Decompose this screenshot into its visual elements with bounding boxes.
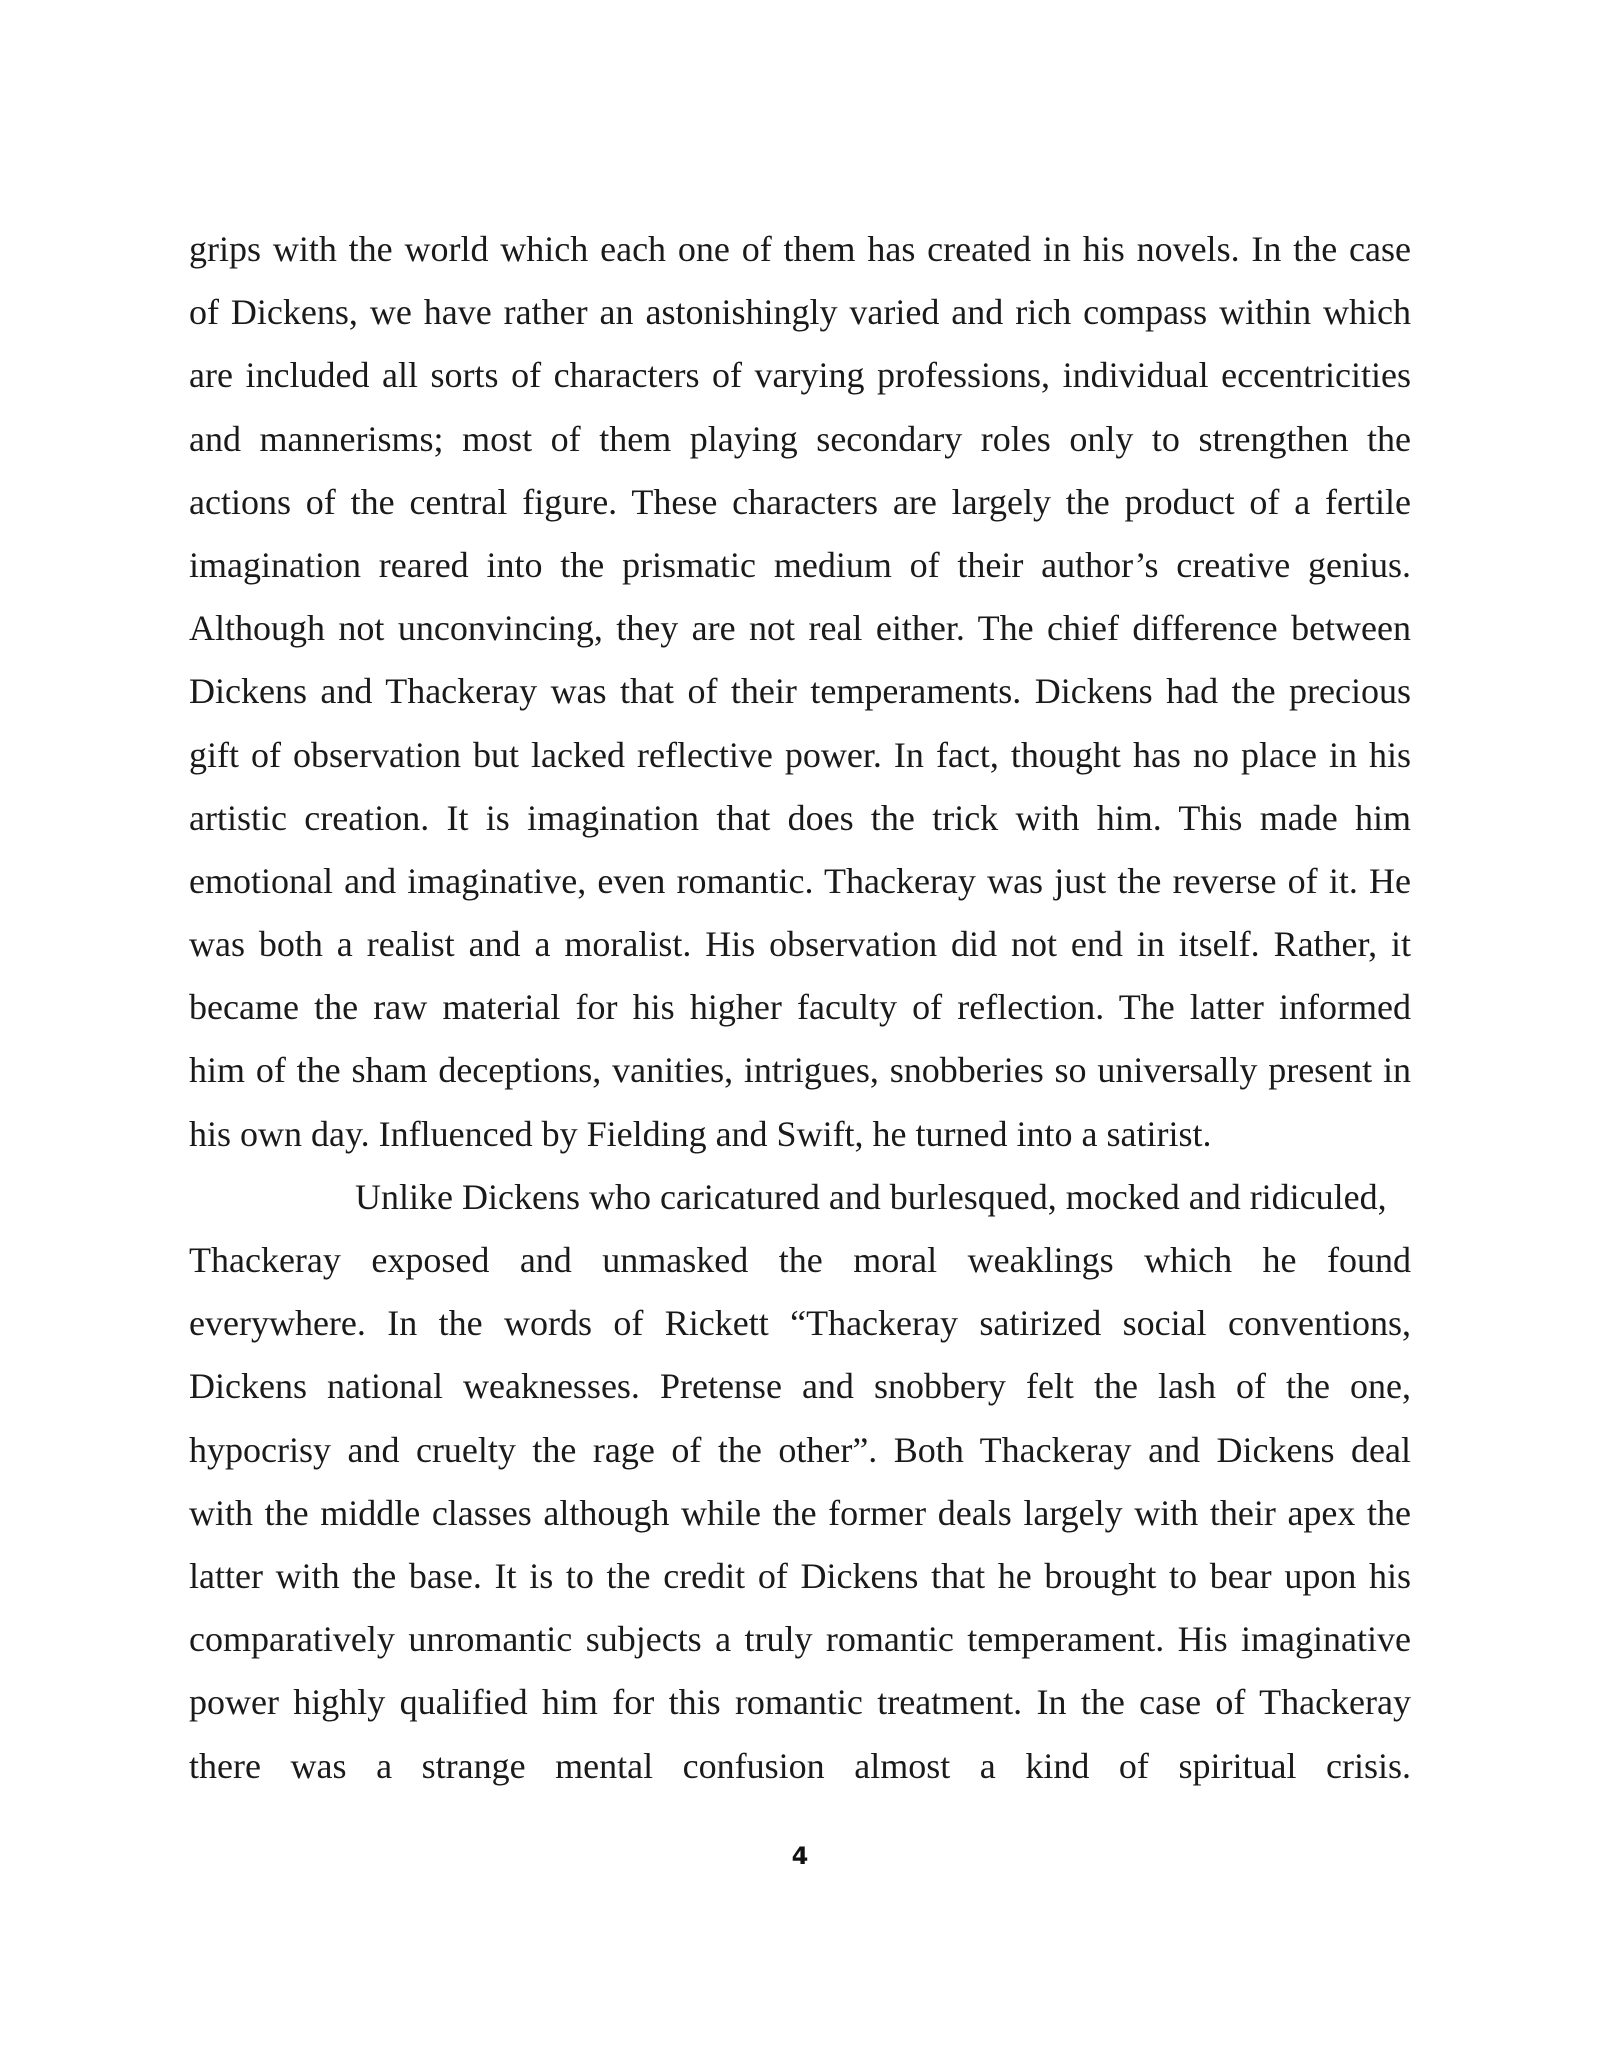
text-line: with the middle classes although while the former deals largely with their apex the [189, 1492, 1411, 1533]
text-line: there was a strange mental confusion almost a kind of spiritual crisis. [189, 1745, 1411, 1786]
text-line: gift of observation but lacked reflective power. In fact, thought has no place in his [189, 734, 1411, 775]
text-line: Unlike Dickens who caricatured and burlesqued, mocked and ridiculed, [355, 1176, 1387, 1217]
paragraph-2 [189, 1166, 1411, 1798]
text-line: Although not unconvincing, they are not real either. The chief difference between [189, 608, 1411, 649]
text-line: power highly qualified him for this romantic treatment. In the case of Thackeray [189, 1682, 1411, 1723]
text-line: actions of the central figure. These characters are largely the product of a fertile [189, 481, 1411, 522]
text-line: artistic creation. It is imagination that does the trick with him. This made him [189, 797, 1411, 838]
text-line: Thackeray exposed and unmasked the moral weaklings which he found [189, 1240, 1411, 1280]
page-number: 4 [791, 1842, 809, 1870]
text-line: became the raw material for his higher faculty of reflection. The latter informed [189, 987, 1411, 1028]
text-line: imagination reared into the prismatic medium of their author’s creative genius. [189, 544, 1411, 585]
text-line: everywhere. In the words of Rickett “Thackeray satirized social conventions, [189, 1303, 1411, 1344]
text-line: and mannerisms; most of them playing secondary roles only to strengthen the [189, 418, 1411, 459]
text-line: hypocrisy and cruelty the rage of the other”. Both Thackeray and Dickens deal [189, 1429, 1411, 1470]
text-line: emotional and imaginative, even romantic. Thackeray was just the reverse of it. He [189, 860, 1411, 901]
text-line: latter with the base. It is to the credit of Dickens that he brought to bear upon his [189, 1555, 1411, 1596]
paragraph-1 [189, 218, 1411, 1166]
text-line: Dickens and Thackeray was that of their temperaments. Dickens had the precious [189, 671, 1411, 712]
text-line: Dickens national weaknesses. Pretense and snobbery felt the lash of the one, [189, 1366, 1411, 1407]
text-line: grips with the world which each one of them has created in his novels. In the case [189, 229, 1411, 269]
text-line: of Dickens, we have rather an astonishingly varied and rich compass within which [189, 292, 1411, 333]
text-line: comparatively unromantic subjects a truly romantic temperament. His imaginative [189, 1619, 1411, 1660]
body-text [189, 218, 1411, 1798]
text-line: are included all sorts of characters of varying professions, individual eccentricities [189, 355, 1411, 396]
text-line: him of the sham deceptions, vanities, intrigues, snobberies so universally present in [189, 1050, 1411, 1091]
text-line: was both a realist and a moralist. His observation did not end in itself. Rather, it [189, 924, 1411, 965]
text-line: his own day. Influenced by Fielding and Swift, he turned into a satirist. [189, 1113, 1212, 1154]
